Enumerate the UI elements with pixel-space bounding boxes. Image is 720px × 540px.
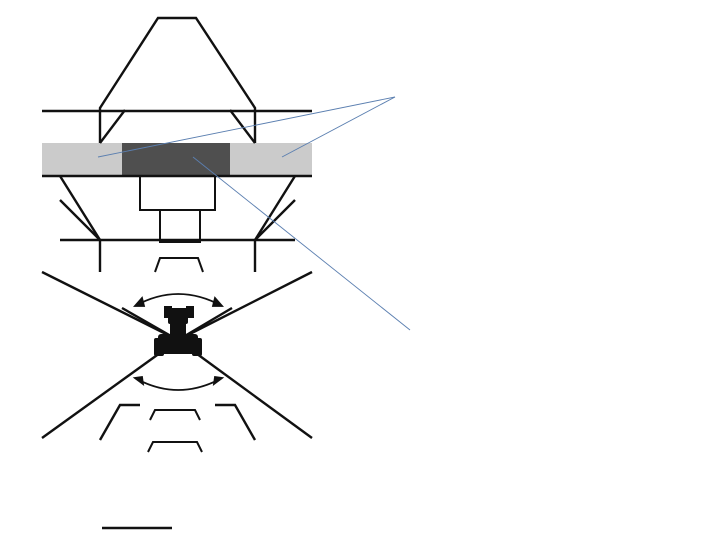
illuminated-band xyxy=(42,143,312,176)
front-angle-arc xyxy=(135,294,222,306)
callout-15-line xyxy=(193,157,410,330)
front-right-diagonal xyxy=(230,110,255,143)
top-trapezoid xyxy=(100,18,255,143)
rear-arc-arrow-right xyxy=(214,377,222,384)
front-wide-left xyxy=(42,272,178,340)
front-lower-trapezoid-right xyxy=(255,176,295,272)
zone-outlines xyxy=(42,18,312,440)
zone-30-box xyxy=(140,176,215,210)
front-arc-arrow-left xyxy=(135,298,144,306)
band-dark xyxy=(122,143,230,176)
front-left-diagonal xyxy=(100,110,125,143)
rear-zone-20-box xyxy=(148,442,202,452)
front-lower-trapezoid xyxy=(60,176,100,272)
rear-trapezoid-left xyxy=(100,405,140,440)
rear-arc-arrow-left xyxy=(135,377,143,384)
zone-20-box xyxy=(160,210,200,242)
front-wide-right xyxy=(178,272,312,340)
zone-10-box xyxy=(155,258,203,272)
callout-5-right-line xyxy=(282,97,395,157)
rear-trapezoid-right xyxy=(215,405,255,440)
front-arc-arrow-right xyxy=(213,298,222,306)
rear-angle-arc xyxy=(135,378,222,390)
rear-zone-10-box xyxy=(150,410,200,420)
